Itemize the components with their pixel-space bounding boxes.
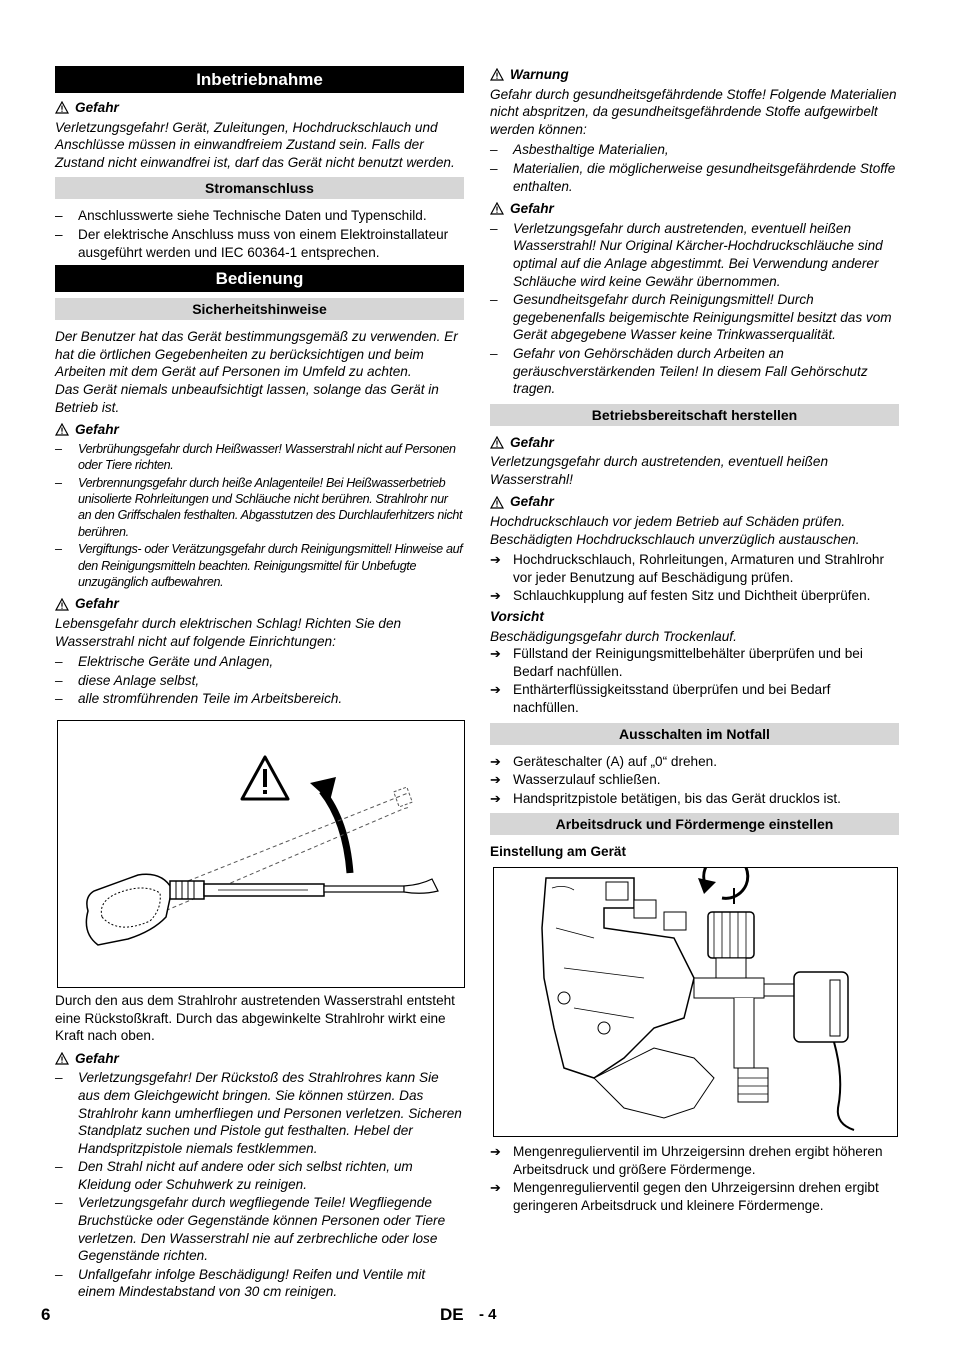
arrow-right-icon: ➔ (490, 682, 501, 698)
strom-list (55, 207, 464, 261)
paragraph: Der Benutzer hat das Gerät bestimmungsgemäß zu verwenden. Er hat die örtlichen Gegebenheiten zu berücksichtigen und beim Arbeiten mit dem Gerät auf Personen im Umfeld zu achten. (55, 329, 458, 380)
heading-inbetriebnahme: Inbetriebnahme (55, 66, 464, 93)
list-item: ➔ Schlauchkupplung auf festen Sitz und Dichtheit überprüfen. (490, 588, 871, 604)
heading-arbeitsdruck: Arbeitsdruck und Fördermenge einstellen (490, 813, 899, 835)
warning-triangle-icon (55, 598, 69, 611)
list-item: – Verletzungsgefahr durch austretenden, eventuell heißen Wasserstrahl! Nur Original Kärcher-Hochdruckschläuche sind optimal auf die Anlage abgestimmt. Bei Verwendung anderer Schläuche wird keine Gewähr übernommen. (490, 220, 883, 289)
warning-triangle-icon (490, 202, 504, 215)
dash-marker: – (55, 1159, 63, 1175)
gefahr-label: Gefahr (490, 200, 899, 218)
arrow-right-icon: ➔ (490, 1180, 501, 1196)
gefahr-list (490, 220, 899, 398)
list-item: – Verbrühungsgefahr durch Heißwasser! Wasserstrahl nicht auf Personen oder Tiere richten. (55, 441, 456, 473)
dash-marker: – (55, 441, 62, 456)
list-item: ➔ Mengenregulierventil gegen den Uhrzeigersinn drehen ergibt geringeren Arbeitsdruck und kleinere Fördermenge. (490, 1180, 879, 1213)
dash-marker: – (55, 1070, 63, 1086)
dash-marker: – (55, 691, 63, 707)
gefahr-label: Gefahr (490, 434, 899, 452)
dash-marker: – (490, 220, 498, 236)
list-item: – Elektrische Geräte und Anlagen, (55, 654, 274, 670)
dash-marker: – (55, 1266, 63, 1282)
gefahr-label: Gefahr (55, 99, 464, 117)
dash-marker: – (490, 292, 498, 308)
list-item: – Materialien, die möglicherweise gesundheitsgefährdende Stoffe enthalten. (490, 160, 896, 194)
list-item: ➔ Enthärterflüssigkeitsstand überprüfen und bei Bedarf nachfüllen. (490, 682, 831, 715)
gefahr-list (55, 653, 464, 708)
gefahr-label: Gefahr (490, 493, 899, 511)
gefahr-label: Gefahr (55, 421, 464, 439)
heading-bedienung: Bedienung (55, 265, 464, 292)
warning-triangle-icon (490, 436, 504, 449)
spray-gun-recoil-figure (57, 720, 465, 988)
pump-valve-figure (493, 867, 898, 1137)
gefahr-list (55, 441, 464, 591)
list-item: – Verletzungsgefahr! Der Rückstoß des Strahlrohres kann Sie aus dem Gleichgewicht bringen. Sie können stürzen. Das Strahlrohr kann umherfliegen und Personen verletzen. Sicheren Standplatz suchen und Pistole gut festhalten. Hebel der Handspritzpistole niemals festklemmen. (55, 1070, 462, 1156)
dash-marker: – (55, 654, 63, 670)
heading-betriebsbereitschaft: Betriebsbereitschaft herstellen (490, 404, 899, 426)
list-item: – alle stromführenden Teile im Arbeitsbereich. (55, 691, 343, 707)
list-item: – Unfallgefahr infolge Beschädigung! Reifen und Ventile mit einem Mindestabstand von 30 cm reinigen. (55, 1266, 426, 1300)
dash-marker: – (490, 142, 498, 158)
dash-marker: – (55, 208, 63, 224)
gefahr-label: Gefahr (55, 595, 464, 613)
list-item: ➔ Füllstand der Reinigungsmittelbehälter überprüfen und bei Bedarf nachfüllen. (490, 646, 863, 679)
arrow-right-icon: ➔ (490, 552, 501, 568)
list-item: – Asbesthaltige Materialien, (490, 142, 669, 158)
list-item: – diese Anlage selbst, (55, 672, 200, 688)
list-item: – Gesundheitsgefahr durch Reinigungsmittel! Durch gegebenenfalls beigemischte Reinigungsmittel besitzt das vom Gerät abgegebene Wasser keine Trinkwasserqualität. (490, 292, 892, 343)
arrow-right-icon: ➔ (490, 588, 501, 604)
gefahr-list (55, 1069, 464, 1301)
arrow-list (490, 1143, 899, 1214)
list-item: – Anschlusswerte siehe Technische Daten und Typenschild. (55, 208, 427, 224)
warning-triangle-icon (55, 423, 69, 436)
list-item: – Gefahr von Gehörschäden durch Arbeiten an geräuschverstärkenden Teilen! In diesem Fall Gehörschutz tragen. (490, 345, 868, 397)
pump-valve-illustration (494, 868, 897, 1136)
list-item: ➔ Wasserzulauf schließen. (490, 772, 661, 788)
sub-page-number: - 4 (479, 1306, 497, 1323)
list-item: – Vergiftungs- oder Verätzungsgefahr durch Reinigungsmittel! Hinweise auf den Reinigungsmitteln beachten. Reinigungsmittel für Unbefugte unzugänglich aufbewahren. (55, 542, 463, 589)
warning-triangle-icon (55, 1052, 69, 1065)
warning-triangle-icon (490, 68, 504, 81)
vorsicht-label: Vorsicht (490, 609, 544, 625)
list-item: ➔ Handspritzpistole betätigen, bis das Gerät drucklos ist. (490, 790, 841, 806)
gefahr-text: Verletzungsgefahr durch austretenden, eventuell heißen Wasserstrahl! (490, 454, 829, 487)
vorsicht-text: Beschädigungsgefahr durch Trockenlauf. (490, 628, 737, 644)
dash-marker: – (55, 226, 63, 242)
arrow-right-icon: ➔ (490, 646, 501, 662)
arrow-list (490, 645, 899, 716)
spray-gun-illustration (58, 721, 464, 987)
list-item: – Der elektrische Anschluss muss von einem Elektroinstallateur ausgeführt werden und IEC 60364-1 entsprechen. (55, 226, 449, 260)
arrow-right-icon: ➔ (490, 753, 501, 769)
warning-triangle-icon (55, 101, 69, 114)
dash-marker: – (55, 542, 62, 557)
paragraph: Das Gerät niemals unbeaufsichtigt lassen, solange das Gerät in Betrieb ist. (55, 381, 439, 415)
heading-ausschalten-notfall: Ausschalten im Notfall (490, 723, 899, 745)
dash-marker: – (55, 475, 62, 490)
list-item: ➔ Geräteschalter (A) auf „0“ drehen. (490, 753, 717, 769)
list-item: – Verletzungsgefahr durch wegfliegende Teile! Wegfliegende Bruchstücke oder Gegenstände können Personen oder Tiere verletzen. Den Wasserstrahl nie auf zerbrechliche oder lose Gegenstände richten. (55, 1195, 446, 1264)
dash-marker: – (55, 672, 63, 688)
list-item: ➔ Hochdruckschlauch, Rohrleitungen, Armaturen und Strahlrohr vor jeder Benutzung auf Beschädigung prüfen. (490, 552, 885, 585)
warnung-list (490, 141, 899, 195)
arrow-right-icon: ➔ (490, 1143, 501, 1159)
arrow-right-icon: ➔ (490, 790, 501, 806)
page-number: 6 (41, 1305, 51, 1324)
right-column (490, 66, 899, 1217)
gefahr-text: Verletzungsgefahr! Gerät, Zuleitungen, Hochdruckschlauch und Anschlüsse müssen in einwandfreiem Zustand sein. Falls der Zustand nicht einwandfrei ist, darf das Gerät nicht benutzt werden. (55, 119, 455, 170)
list-item: – Den Strahl nicht auf andere oder sich selbst richten, um Kleidung oder Schuhwerk zu reinigen. (55, 1159, 413, 1192)
list-item: ➔ Mengenregulierventil im Uhrzeigersinn drehen ergibt höheren Arbeitsdruck und größere Fördermenge. (490, 1143, 883, 1177)
heading-sicherheitshinweise: Sicherheitshinweise (55, 298, 464, 320)
language-code: DE (440, 1305, 464, 1324)
dash-marker: – (490, 160, 498, 176)
arrow-list (490, 551, 899, 605)
warnung-text: Gefahr durch gesundheitsgefährdende Stoffe! Folgende Materialien nicht abspritzen, da gesundheitsgefährdende Stoffe aufgewirbelt werden können: (490, 86, 897, 137)
list-item: – Verbrennungsgefahr durch heiße Anlagenteile! Bei Heißwasserbetrieb unisolierte Rohrleitungen und Schläuche nicht berühren. Strahlrohr nur an den Griffschalen festhalten. Abgasstutzen des Durchlauferhitzers nicht berühren. (55, 475, 463, 539)
figure-caption: Durch den aus dem Strahlrohr austretenden Wasserstrahl entsteht eine Rückstoßkraft. Durch das abgewinkelte Strahlrohr wirkt eine Kraft nach oben. (55, 992, 455, 1044)
warning-triangle-icon (490, 496, 504, 509)
arrow-list (490, 753, 899, 808)
heading-stromanschluss: Stromanschluss (55, 177, 464, 199)
left-column (55, 66, 464, 1304)
arrow-right-icon: ➔ (490, 772, 501, 788)
gefahr-text: Lebensgefahr durch elektrischen Schlag! Richten Sie den Wasserstrahl nicht auf folgende Einrichtungen: (55, 615, 402, 649)
subheading-einstellung: Einstellung am Gerät (490, 844, 626, 860)
dash-marker: – (490, 345, 498, 361)
dash-marker: – (55, 1195, 63, 1211)
gefahr-text: Hochdruckschlauch vor jedem Betrieb auf Schäden prüfen. Beschädigten Hochdruckschlauch unverzüglich austauschen. (490, 514, 860, 547)
warnung-label: Warnung (490, 66, 899, 84)
gefahr-label: Gefahr (55, 1050, 464, 1068)
